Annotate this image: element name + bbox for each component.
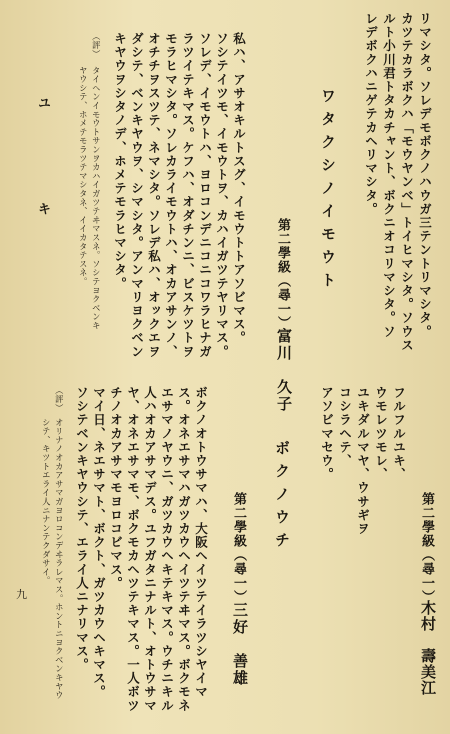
- story1-line-7: ダシテ、ベンキヤウヲ、シマシタ。アンマリヨクベン: [129, 32, 145, 359]
- story1-line-8: キヤウヲシタノデ、ホメテモラヒマシタ。: [112, 32, 128, 291]
- poem-line-5: アソビマセウ。: [319, 386, 335, 482]
- story1-line-4: ラツイテキマス。ケフハ、オダチンニ、ビスケツトヲ: [180, 32, 196, 359]
- poem-line-4: コシラヘテ、: [337, 386, 353, 468]
- poem-author: 木村 壽美江: [419, 600, 437, 696]
- story1-note-line-2: ヤウシテ、ホメテモラツテマシタネ、イイカタテスネ。: [78, 66, 89, 286]
- story1-line-6: オチチヲスツテ、ネマシタ。ソレデ私ハ、オックエヲ: [146, 32, 162, 359]
- story1-line-1: 私ハ、アサオキルトスグ、イモウトトアソビマス。: [231, 32, 247, 345]
- story2-line-4: 人ハオカアサマデス。ユフガタニナルト、オトウサマ: [142, 386, 158, 713]
- story1-note-label: （評）: [91, 32, 102, 59]
- story1-line-2: ソシテイツモ、イモウトヲ、カハイガツテヤリマス。: [214, 32, 230, 359]
- poem-grade: 第二學級（尋一）: [419, 492, 434, 604]
- intro-line-1: リマシタ。ソレデモボクノハウガ三テントリマシタ。: [417, 12, 433, 339]
- story2-line-3: エサマノヤウニ、ガツカウヘキテキマス。ウチニキル: [159, 386, 175, 713]
- story2-author: 三好 善雄: [231, 602, 249, 687]
- story1-grade: 第二學級（尋一）: [275, 218, 290, 330]
- story1-note-line-1: タイヘンイモウトサンヲカハイガツテヰマスネ。ソシテヨクベンキ: [91, 66, 102, 330]
- story1-line-5: モラヒマシタ。ソレカライモウトハ、オカアサンノ、: [163, 32, 179, 359]
- story2-line-8: ソシテベンキヤウシテ、エライ人ニナリマス。: [74, 386, 90, 672]
- story2-line-2: ス。オネエサマハガツカウヘイツテヰマス。ボクモネ: [176, 386, 192, 713]
- story1-author: 富川 久子: [275, 328, 293, 413]
- intro-line-4: レデボクハニゲテカヘリマシタ。: [363, 12, 379, 216]
- poem-line-1: フルフルユキ、: [391, 386, 407, 482]
- ghost-title-yuki: ユ キ: [35, 96, 50, 255]
- story2-note-line-1: オリナノオカアサマガヨロコンデヰラレマス。ホントニヨクベンキヤウ: [54, 418, 65, 700]
- story2-grade: 第二學級（尋一）: [231, 492, 246, 604]
- poem-line-3: ユキダルマヤ、ウサギヲ: [355, 386, 371, 536]
- story1-title: ワタクシノイモウト: [319, 88, 337, 295]
- story2-title: ボクノウチ: [273, 440, 291, 555]
- story1-line-3: ソレデ、イモウトハ、ヨロコンデニコニコワラヒナガ: [197, 32, 213, 359]
- story2-line-1: ボクノオトウサマハ、大阪ヘイツテイラツシヤイマ: [193, 386, 209, 699]
- page-number: 九: [16, 588, 27, 601]
- story2-note-label: （評）: [54, 386, 65, 413]
- intro-line-2: カツテカラボクハ「モウヤンベ」トイヒマシタ。ソウス: [399, 12, 415, 352]
- story2-line-7: マイ日、ネエサマト、ボクト、ガツカウヘキマス。: [91, 386, 107, 699]
- story2-note-line-2: シテ、キツトエライ人ニナンテクダサイ。: [41, 418, 52, 586]
- story2-line-5: ヤ、オネエサマモ、ボクモカヘツテキマス。一人ボツ: [125, 386, 141, 713]
- intro-line-3: ルト小川君トタカチャント、ボクニオコリマシタ。ソ: [381, 12, 397, 339]
- story2-line-6: チノオカアサマモヨロコビマス。: [108, 386, 124, 590]
- poem-line-2: ウモレツモレ、: [373, 386, 389, 482]
